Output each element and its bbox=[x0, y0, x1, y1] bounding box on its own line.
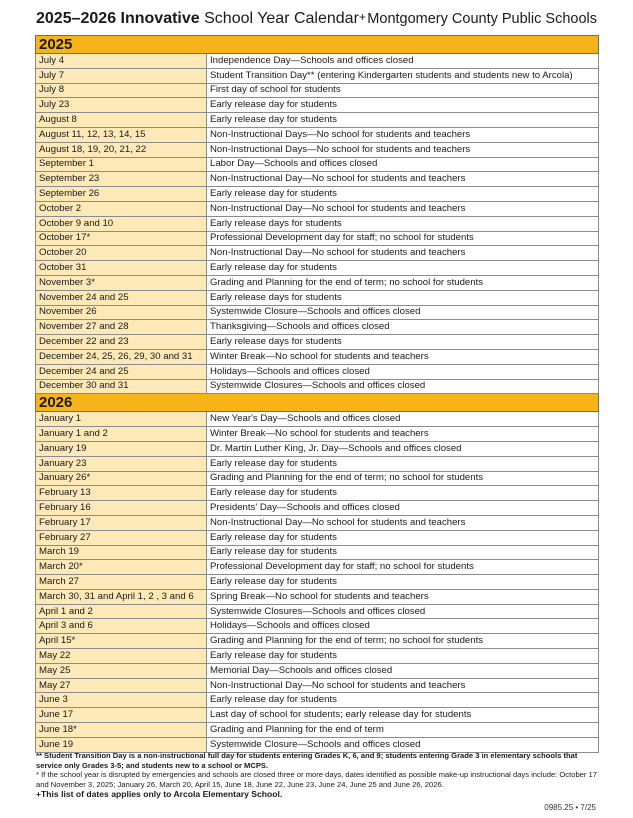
page-header bbox=[36, 10, 597, 34]
date-cell: September 1 bbox=[36, 157, 207, 172]
date-cell: January 26* bbox=[36, 471, 207, 486]
calendar-row bbox=[36, 379, 599, 394]
calendar-row bbox=[36, 575, 599, 590]
footnotes bbox=[36, 751, 599, 800]
date-cell: January 1 bbox=[36, 412, 207, 427]
calendar-row bbox=[36, 201, 599, 216]
year-label: 2025 bbox=[36, 36, 599, 54]
calendar-row bbox=[36, 290, 599, 305]
date-cell: March 19 bbox=[36, 545, 207, 560]
date-cell: September 23 bbox=[36, 172, 207, 187]
calendar-row bbox=[36, 723, 599, 738]
event-description-cell: Holidays—Schools and offices closed bbox=[207, 364, 599, 379]
date-cell: January 19 bbox=[36, 441, 207, 456]
date-cell: August 18, 19, 20, 21, 22 bbox=[36, 142, 207, 157]
event-description-cell: New Year's Day—Schools and offices closed bbox=[207, 412, 599, 427]
calendar-row bbox=[36, 456, 599, 471]
document-code: 0985.25 • 7/25 bbox=[544, 803, 596, 812]
date-cell: March 27 bbox=[36, 575, 207, 590]
date-cell: May 22 bbox=[36, 649, 207, 664]
date-cell: December 24 and 25 bbox=[36, 364, 207, 379]
date-cell: May 27 bbox=[36, 678, 207, 693]
event-description-cell: Professional Development day for staff; no school for students bbox=[207, 560, 599, 575]
date-cell: June 3 bbox=[36, 693, 207, 708]
event-description-cell: Professional Development day for staff; no school for students bbox=[207, 231, 599, 246]
calendar-row bbox=[36, 157, 599, 172]
event-description-cell: First day of school for students bbox=[207, 83, 599, 98]
date-cell: October 31 bbox=[36, 261, 207, 276]
event-description-cell: Non-Instructional Day—No school for students and teachers bbox=[207, 246, 599, 261]
event-description-cell: Early release day for students bbox=[207, 530, 599, 545]
calendar-row bbox=[36, 172, 599, 187]
calendar-row bbox=[36, 501, 599, 516]
year-header-row bbox=[36, 394, 599, 412]
event-description-cell: Independence Day—Schools and offices closed bbox=[207, 54, 599, 69]
date-cell: November 26 bbox=[36, 305, 207, 320]
event-description-cell: Student Transition Day** (entering Kindergarten students and students new to Arcola) bbox=[207, 68, 599, 83]
date-cell: April 3 and 6 bbox=[36, 619, 207, 634]
calendar-row bbox=[36, 83, 599, 98]
calendar-row bbox=[36, 364, 599, 379]
event-description-cell: Early release days for students bbox=[207, 216, 599, 231]
event-description-cell: Holidays—Schools and offices closed bbox=[207, 619, 599, 634]
calendar-row bbox=[36, 604, 599, 619]
event-description-cell: Grading and Planning for the end of term; no school for students bbox=[207, 634, 599, 649]
calendar-row bbox=[36, 261, 599, 276]
event-description-cell: Grading and Planning for the end of term; no school for students bbox=[207, 275, 599, 290]
date-cell: April 15* bbox=[36, 634, 207, 649]
event-description-cell: Labor Day—Schools and offices closed bbox=[207, 157, 599, 172]
date-cell: September 26 bbox=[36, 187, 207, 202]
date-cell: June 18* bbox=[36, 723, 207, 738]
event-description-cell: Spring Break—No school for students and teachers bbox=[207, 589, 599, 604]
event-description-cell: Early release day for students bbox=[207, 649, 599, 664]
event-description-cell: Non-Instructional Day—No school for students and teachers bbox=[207, 678, 599, 693]
calendar-row bbox=[36, 486, 599, 501]
transition-day-note: ** Student Transition Day is a non-instructional full day for students entering Grades K, 6, and 9; students entering Grade 3 in elementary schools that service only Grades 3-5; and students new to a school or MCPS. bbox=[36, 751, 578, 770]
event-description-cell: Early release day for students bbox=[207, 545, 599, 560]
title-mark: + bbox=[358, 10, 366, 24]
calendar-row bbox=[36, 127, 599, 142]
calendar-row bbox=[36, 708, 599, 723]
date-cell: January 1 and 2 bbox=[36, 427, 207, 442]
calendar-table bbox=[35, 35, 599, 753]
event-description-cell: Non-Instructional Day—No school for students and teachers bbox=[207, 515, 599, 530]
date-cell: June 19 bbox=[36, 737, 207, 752]
event-description-cell: Systemwide Closures—Schools and offices closed bbox=[207, 604, 599, 619]
date-cell: December 22 and 23 bbox=[36, 335, 207, 350]
date-cell: February 16 bbox=[36, 501, 207, 516]
event-description-cell: Systemwide Closures—Schools and offices closed bbox=[207, 379, 599, 394]
date-cell: July 7 bbox=[36, 68, 207, 83]
calendar-row bbox=[36, 187, 599, 202]
event-description-cell: Non-Instructional Day—No school for students and teachers bbox=[207, 201, 599, 216]
calendar-row bbox=[36, 54, 599, 69]
calendar-row bbox=[36, 412, 599, 427]
event-description-cell: Dr. Martin Luther King, Jr. Day—Schools and offices closed bbox=[207, 441, 599, 456]
calendar-row bbox=[36, 634, 599, 649]
calendar-row bbox=[36, 530, 599, 545]
event-description-cell: Early release day for students bbox=[207, 456, 599, 471]
event-description-cell: Early release day for students bbox=[207, 98, 599, 113]
calendar-row bbox=[36, 98, 599, 113]
event-description-cell: Non-Instructional Days—No school for students and teachers bbox=[207, 142, 599, 157]
calendar-row bbox=[36, 589, 599, 604]
date-cell: October 20 bbox=[36, 246, 207, 261]
event-description-cell: Early release day for students bbox=[207, 261, 599, 276]
date-cell: March 30, 31 and April 1, 2 , 3 and 6 bbox=[36, 589, 207, 604]
event-description-cell: Early release day for students bbox=[207, 486, 599, 501]
calendar-row bbox=[36, 560, 599, 575]
calendar-row bbox=[36, 68, 599, 83]
date-cell: June 17 bbox=[36, 708, 207, 723]
calendar-row bbox=[36, 246, 599, 261]
date-cell: December 24, 25, 26, 29, 30 and 31 bbox=[36, 349, 207, 364]
date-cell: July 8 bbox=[36, 83, 207, 98]
date-cell: April 1 and 2 bbox=[36, 604, 207, 619]
date-cell: May 25 bbox=[36, 663, 207, 678]
date-cell: October 9 and 10 bbox=[36, 216, 207, 231]
calendar-row bbox=[36, 142, 599, 157]
calendar-row bbox=[36, 678, 599, 693]
event-description-cell: Thanksgiving—Schools and offices closed bbox=[207, 320, 599, 335]
event-description-cell: Last day of school for students; early release day for students bbox=[207, 708, 599, 723]
calendar-row bbox=[36, 320, 599, 335]
calendar-row bbox=[36, 441, 599, 456]
calendar-row bbox=[36, 649, 599, 664]
event-description-cell: Non-Instructional Days—No school for students and teachers bbox=[207, 127, 599, 142]
year-header-row bbox=[36, 36, 599, 54]
date-cell: July 4 bbox=[36, 54, 207, 69]
title-rest: School Year Calendar bbox=[199, 10, 359, 27]
event-description-cell: Systemwide Closure—Schools and offices closed bbox=[207, 305, 599, 320]
event-description-cell: Systemwide Closure—Schools and offices closed bbox=[207, 737, 599, 752]
calendar-row bbox=[36, 619, 599, 634]
calendar-row bbox=[36, 471, 599, 486]
calendar-row bbox=[36, 545, 599, 560]
date-cell: November 24 and 25 bbox=[36, 290, 207, 305]
event-description-cell: Non-Instructional Day—No school for students and teachers bbox=[207, 172, 599, 187]
calendar-row bbox=[36, 693, 599, 708]
year-label: 2026 bbox=[36, 394, 599, 412]
district-name: Montgomery County Public Schools bbox=[367, 11, 597, 27]
date-cell: July 23 bbox=[36, 98, 207, 113]
calendar-row bbox=[36, 349, 599, 364]
arcola-note: +This list of dates applies only to Arcola Elementary School. bbox=[36, 789, 283, 800]
date-cell: February 13 bbox=[36, 486, 207, 501]
date-cell: February 27 bbox=[36, 530, 207, 545]
calendar-row bbox=[36, 231, 599, 246]
date-cell: October 17* bbox=[36, 231, 207, 246]
makeup-days-note: * If the school year is disrupted by emergencies and schools are closed three or more days, dates identified as possible make-up instructional days include: October 17 and November 3, 2025; January 26, March 20, April 15, June 18, June 22, June 23, June 24, June 25 and June 26, 2026. bbox=[36, 770, 597, 789]
event-description-cell: Early release day for students bbox=[207, 693, 599, 708]
calendar-row bbox=[36, 737, 599, 752]
date-cell: March 20* bbox=[36, 560, 207, 575]
event-description-cell: Early release day for students bbox=[207, 575, 599, 590]
date-cell: October 2 bbox=[36, 201, 207, 216]
title-bold: 2025–2026 Innovative bbox=[36, 10, 200, 27]
date-cell: December 30 and 31 bbox=[36, 379, 207, 394]
calendar-row bbox=[36, 275, 599, 290]
calendar-row bbox=[36, 216, 599, 231]
date-cell: August 11, 12, 13, 14, 15 bbox=[36, 127, 207, 142]
date-cell: November 27 and 28 bbox=[36, 320, 207, 335]
event-description-cell: Winter Break—No school for students and teachers bbox=[207, 349, 599, 364]
calendar-row bbox=[36, 515, 599, 530]
event-description-cell: Early release day for students bbox=[207, 113, 599, 128]
calendar-row bbox=[36, 427, 599, 442]
calendar-row bbox=[36, 113, 599, 128]
calendar-row bbox=[36, 335, 599, 350]
event-description-cell: Memorial Day—Schools and offices closed bbox=[207, 663, 599, 678]
page-title bbox=[36, 10, 366, 28]
calendar-row bbox=[36, 663, 599, 678]
event-description-cell: Early release day for students bbox=[207, 187, 599, 202]
date-cell: February 17 bbox=[36, 515, 207, 530]
date-cell: August 8 bbox=[36, 113, 207, 128]
event-description-cell: Winter Break—No school for students and teachers bbox=[207, 427, 599, 442]
calendar-row bbox=[36, 305, 599, 320]
event-description-cell: Early release days for students bbox=[207, 335, 599, 350]
event-description-cell: Early release days for students bbox=[207, 290, 599, 305]
event-description-cell: Grading and Planning for the end of term; no school for students bbox=[207, 471, 599, 486]
event-description-cell: Grading and Planning for the end of term bbox=[207, 723, 599, 738]
date-cell: November 3* bbox=[36, 275, 207, 290]
event-description-cell: Presidents' Day—Schools and offices closed bbox=[207, 501, 599, 516]
date-cell: January 23 bbox=[36, 456, 207, 471]
